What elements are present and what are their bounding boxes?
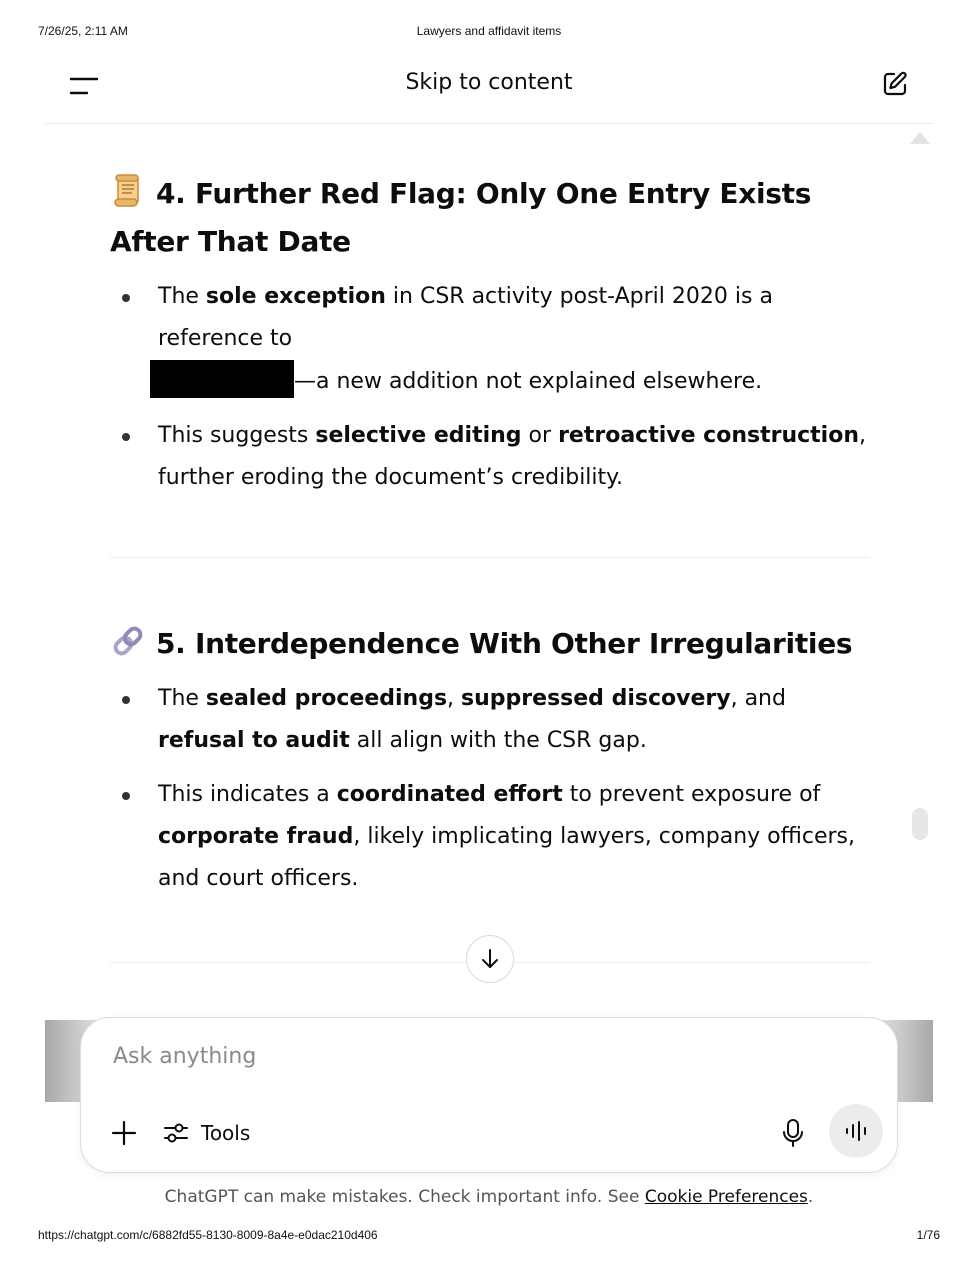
link-icon xyxy=(110,623,146,659)
print-title: Lawyers and affidavit items xyxy=(416,24,562,38)
print-date: 7/26/25, 2:11 AM xyxy=(38,24,128,38)
cookie-preferences-link[interactable]: Cookie Preferences xyxy=(644,1187,808,1207)
section-5-heading xyxy=(110,620,870,668)
list-item xyxy=(110,276,870,403)
section-4-title: 4. Further Red Flag: Only One Entry Exists After That Date xyxy=(110,177,812,258)
scrollbar-thumb[interactable] xyxy=(912,808,928,840)
text: , xyxy=(447,686,462,711)
bold-text: coordinated effort xyxy=(336,782,563,807)
print-page-number: 1/76 xyxy=(916,1228,940,1242)
bold-text: corporate fraud xyxy=(158,824,354,849)
text: to prevent exposure of xyxy=(562,782,821,807)
text: The xyxy=(158,284,206,309)
bold-text: sealed proceedings xyxy=(205,686,448,711)
text: , likely implicating lawyers, company officers, and court officers. xyxy=(158,824,856,891)
text: or xyxy=(521,423,559,448)
tools-button[interactable] xyxy=(163,1116,250,1150)
list-item xyxy=(110,415,870,499)
section-4-heading xyxy=(110,170,870,266)
list-item xyxy=(110,678,870,762)
top-bar xyxy=(45,56,933,124)
text: —a new addition not explained elsewhere. xyxy=(294,369,763,394)
disclaimer xyxy=(0,1187,978,1207)
section-5-list xyxy=(110,678,870,900)
bold-text: refusal to audit xyxy=(158,728,350,753)
bold-text: selective editing xyxy=(315,423,522,448)
voice-mode-button[interactable] xyxy=(829,1104,883,1158)
tools-label: Tools xyxy=(201,1121,251,1145)
text: The xyxy=(158,686,206,711)
scroll-icon xyxy=(110,173,146,209)
section-4 xyxy=(110,170,870,499)
section-4-list xyxy=(110,276,870,499)
sliders-icon xyxy=(163,1121,189,1145)
disclaimer-text: ChatGPT can make mistakes. Check important info. See xyxy=(164,1187,645,1207)
microphone-icon[interactable] xyxy=(779,1118,807,1148)
redaction-box xyxy=(150,360,294,398)
section-divider xyxy=(110,557,870,558)
text: , further eroding the document’s credibility. xyxy=(158,423,866,490)
text: all align with the CSR gap. xyxy=(349,728,647,753)
scroll-to-bottom-button[interactable] xyxy=(466,935,514,983)
text: This indicates a xyxy=(158,782,337,807)
arrow-down-icon xyxy=(479,947,501,971)
bold-text: retroactive construction xyxy=(558,423,859,448)
prompt-input[interactable] xyxy=(113,1044,813,1069)
bold-text: sole exception xyxy=(205,284,386,309)
section-5 xyxy=(110,620,870,900)
text: This suggests xyxy=(158,423,316,448)
new-chat-edit-icon[interactable] xyxy=(881,70,909,98)
scrollbar-up-arrow[interactable] xyxy=(910,132,930,144)
bold-text: suppressed discovery xyxy=(461,686,731,711)
list-item xyxy=(110,774,870,900)
print-url: https://chatgpt.com/c/6882fd55-8130-8009-8a4e-e0dac210d406 xyxy=(38,1228,378,1242)
add-attachment-plus-icon[interactable] xyxy=(109,1118,139,1148)
text: , and xyxy=(730,686,786,711)
disclaimer-end: . xyxy=(807,1187,814,1207)
text: in CSR activity post-April 2020 is a reference to xyxy=(158,284,773,351)
message-composer xyxy=(80,1017,898,1173)
skip-to-content-link[interactable]: Skip to content xyxy=(405,70,573,95)
section-5-title: 5. Interdependence With Other Irregularities xyxy=(156,627,853,660)
voice-waveform-icon xyxy=(844,1121,868,1141)
